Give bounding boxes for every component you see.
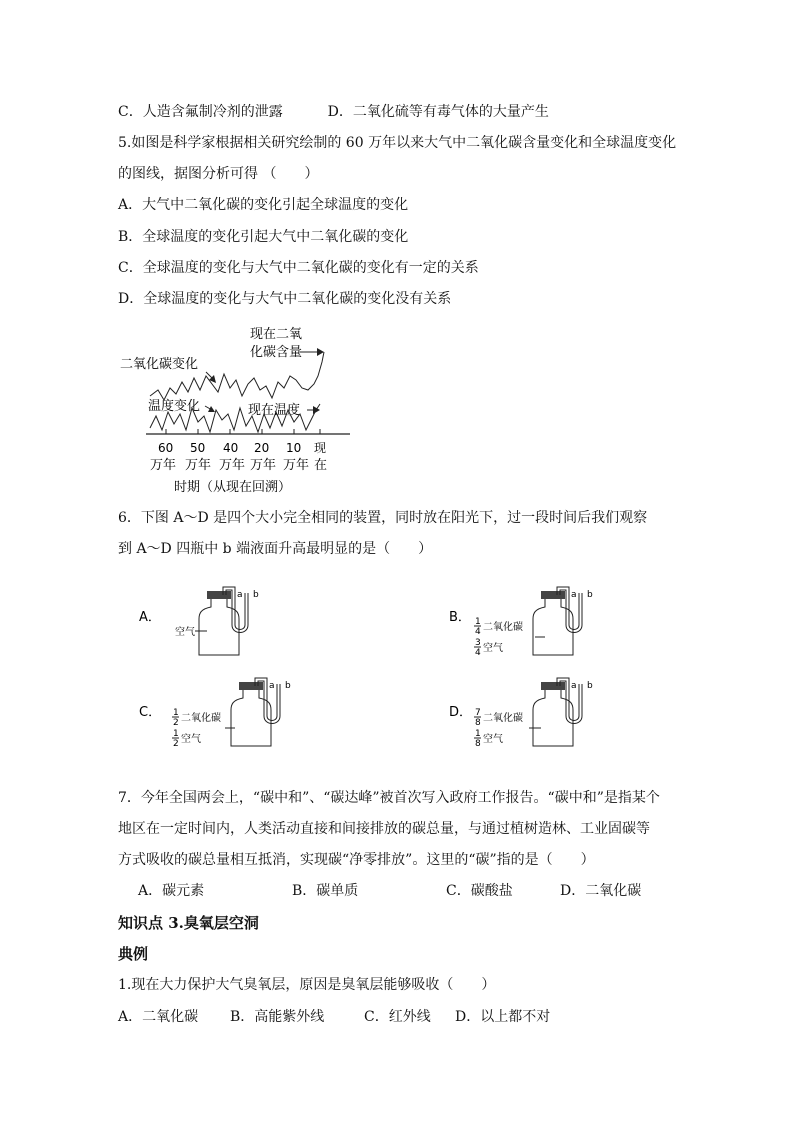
label-co2-change: 二氧化碳变化 <box>120 357 199 372</box>
svg-text:a: a <box>269 681 275 691</box>
e1-options <box>118 1007 550 1027</box>
label-co2-now-1: 现在二氧 <box>250 327 303 342</box>
q4-options-cd <box>118 102 549 122</box>
q6-stem-line2: 到 A～D 四瓶中 b 端液面升高最明显的是（ ） <box>118 541 433 557</box>
tick-label: 20 <box>254 441 270 455</box>
q5-option-d: D．全球温度的变化与大气中二氧化碳的变化没有关系 <box>118 291 452 307</box>
tick-unit: 万年 <box>219 458 246 473</box>
svg-text:1: 1 <box>173 729 179 739</box>
label-temp-now: 现在温度 <box>248 403 301 418</box>
e1-option-d: D．以上都不对 <box>455 1009 551 1025</box>
svg-text:空气: 空气 <box>181 734 201 745</box>
tick-unit: 万年 <box>283 458 310 473</box>
q7-options <box>138 881 641 901</box>
svg-text:D．: D． <box>449 705 473 720</box>
q7-stem-line2: 地区在一定时间内，人类活动直接和间接排放的碳总量，与通过植树造林、工业固碳等 <box>118 821 650 837</box>
svg-text:1: 1 <box>173 708 179 718</box>
q7-stem-line1: 7．今年全国两会上，“碳中和”、“碳达峰”被首次写入政府工作报告。“碳中和”是指某个 <box>118 790 660 806</box>
section-title: 知识点 3.臭氧层空洞 <box>118 914 259 932</box>
svg-text:C．: C． <box>139 705 162 720</box>
apparatus-a <box>135 585 285 660</box>
label-co2-now-2: 化碳含量 <box>250 345 303 360</box>
q7-option-a: A．碳元素 <box>138 883 205 899</box>
q7-option-c: C．碳酸盐 <box>446 883 513 899</box>
q5-option-c: C．全球温度的变化与大气中二氧化碳的变化有一定的关系 <box>118 260 479 276</box>
stopper <box>239 682 263 690</box>
e1-option-a: A．二氧化碳 <box>118 1009 199 1025</box>
svg-text:b: b <box>587 681 593 691</box>
svg-text:a: a <box>571 590 577 600</box>
svg-text:a: a <box>237 590 243 600</box>
svg-text:空气: 空气 <box>175 627 195 638</box>
svg-text:4: 4 <box>475 627 481 637</box>
tick-label: 10 <box>286 441 302 455</box>
svg-text:4: 4 <box>475 648 481 658</box>
svg-text:7: 7 <box>475 708 481 718</box>
svg-text:b: b <box>587 590 593 600</box>
example-heading: 典例 <box>118 945 149 963</box>
svg-text:B．: B． <box>449 610 471 625</box>
svg-text:3: 3 <box>475 638 481 648</box>
q4-option-c: C．人造含氟制冷剂的泄露 <box>118 104 283 120</box>
svg-text:空气: 空气 <box>483 643 503 654</box>
tick-unit: 万年 <box>150 458 177 473</box>
tick-unit: 在 <box>314 458 328 473</box>
svg-text:2: 2 <box>173 739 179 749</box>
tick-label: 50 <box>190 441 206 455</box>
svg-text:1: 1 <box>475 617 481 627</box>
svg-text:2: 2 <box>173 718 179 728</box>
e1-option-c: C．红外线 <box>364 1009 431 1025</box>
q7-option-b: B．碳单质 <box>292 883 359 899</box>
apparatus-b <box>445 585 615 660</box>
svg-text:二氧化碳: 二氧化碳 <box>483 622 523 633</box>
svg-text:二氧化碳: 二氧化碳 <box>483 713 523 724</box>
q5-figure <box>110 318 360 498</box>
apparatus-d <box>445 676 625 751</box>
apparatus-c <box>135 676 315 751</box>
tick-unit: 万年 <box>250 458 277 473</box>
e1-option-b: B．高能紫外线 <box>230 1009 325 1025</box>
label-temp-change: 温度变化 <box>148 399 201 414</box>
stopper <box>207 591 231 599</box>
svg-text:A．: A． <box>139 610 161 625</box>
svg-text:a: a <box>571 681 577 691</box>
tick-label: 60 <box>158 441 174 455</box>
stopper <box>541 591 565 599</box>
svg-text:1: 1 <box>475 729 481 739</box>
svg-text:二氧化碳: 二氧化碳 <box>181 713 221 724</box>
svg-text:空气: 空气 <box>483 734 503 745</box>
q5-stem-line1: 5.如图是科学家根据相关研究绘制的 60 万年以来大气中二氧化碳含量变化和全球温度变化 <box>118 135 677 151</box>
tick-unit: 万年 <box>185 458 212 473</box>
x-axis-label: 时期（从现在回溯） <box>174 480 292 495</box>
q6-stem-line1: 6．下图 A～D 是四个大小完全相同的装置，同时放在阳光下，过一段时间后我们观察 <box>118 510 648 526</box>
q5-option-a: A．大气中二氧化碳的变化引起全球温度的变化 <box>118 197 409 213</box>
q5-stem-line2: 的图线，据图分析可得 （ ） <box>118 166 319 182</box>
tick-label: 40 <box>223 441 239 455</box>
q7-stem-line3: 方式吸收的碳总量相互抵消，实现碳“净零排放”。这里的“碳”指的是（ ） <box>118 852 595 868</box>
q7-option-d: D．二氧化碳 <box>560 883 642 899</box>
svg-text:b: b <box>253 590 259 600</box>
e1-stem: 1.现在大力保护大气臭氧层，原因是臭氧层能够吸收（ ） <box>118 977 496 993</box>
q5-option-b: B．全球温度的变化引起大气中二氧化碳的变化 <box>118 229 409 245</box>
svg-text:8: 8 <box>475 718 481 728</box>
svg-text:b: b <box>285 681 291 691</box>
q4-option-d: D．二氧化硫等有毒气体的大量产生 <box>327 104 549 120</box>
tick-label: 现 <box>314 441 327 455</box>
svg-text:8: 8 <box>475 739 481 749</box>
stopper <box>541 682 565 690</box>
